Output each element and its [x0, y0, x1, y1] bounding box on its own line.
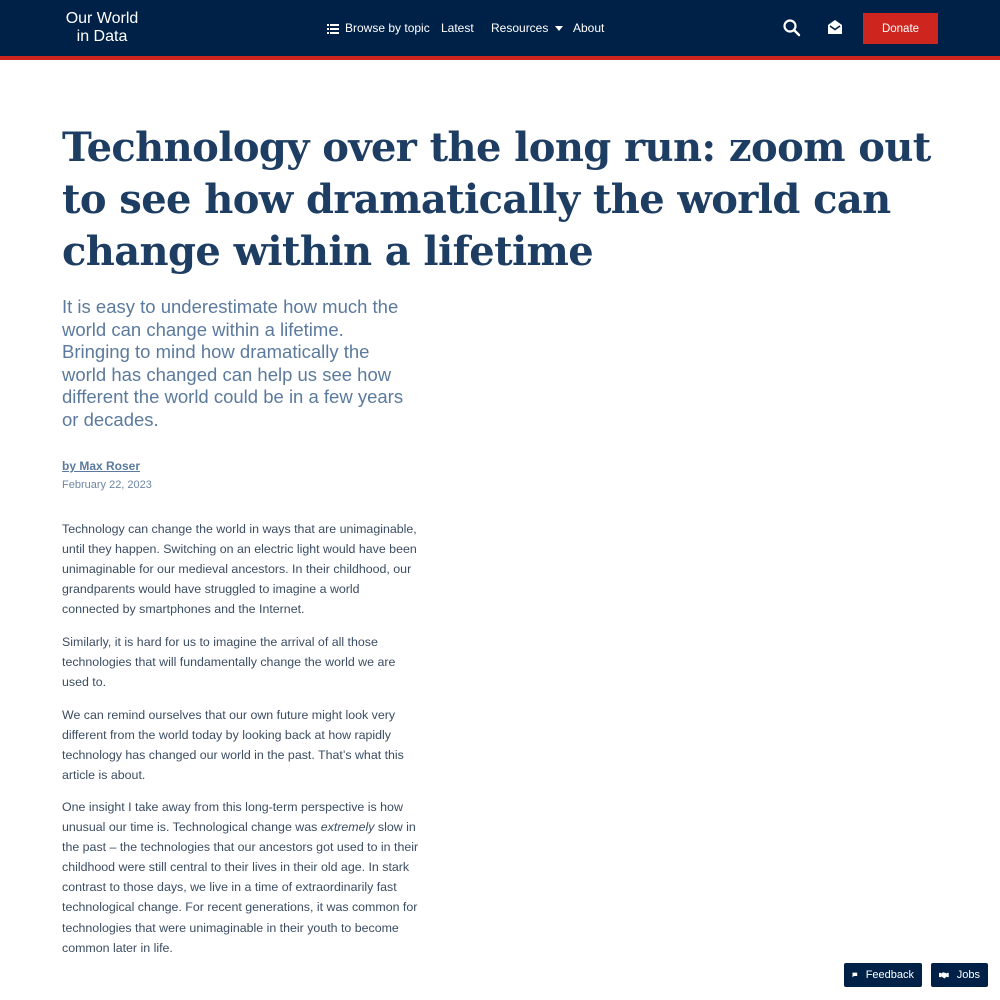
nav-latest-label: Latest	[441, 21, 474, 35]
p4-emphasis: extremely	[320, 820, 375, 835]
jobs-label: Jobs	[956, 969, 980, 981]
logo-line-2: in Data	[76, 28, 128, 45]
site-header	[0, 0, 1000, 56]
search-icon[interactable]	[782, 18, 802, 38]
site-logo[interactable]	[62, 10, 142, 46]
article-subtitle: It is easy to underestimate how much the world can change within a lifetime. Bringing to mind how dramatically the world has changed can help us see how different the world could be in a few years or decades.	[62, 296, 404, 430]
nav-resources-label: Resources	[491, 21, 549, 35]
body-paragraph-2: Similarly, it is hard for us to imagine the arrival of all those technologies that will fundamentally change the world we are used to.	[62, 635, 396, 690]
logo-line-1: Our World	[65, 10, 139, 27]
chevron-down-icon	[555, 26, 563, 31]
nav-about[interactable]	[573, 0, 604, 56]
nav-about-label: About	[573, 21, 605, 35]
p4-text-start: One insight I take away from this long-term perspective is how unusual our time is. Technological change was	[62, 800, 403, 835]
comment-icon	[852, 969, 858, 981]
feedback-button[interactable]	[844, 963, 922, 987]
list-icon	[327, 23, 339, 33]
author-byline[interactable]: by Max Roser	[62, 459, 141, 473]
nav-latest[interactable]	[441, 0, 474, 56]
p4-text-end: slow in the past – the technologies that our ancestors got used to in their childhood were still central to their lives in their old age. In stark contrast to those days, we live in a time of extraordinarily fast technological change. For recent generations, it was common for technologies that were unimaginable in their youth to become common later in life.	[62, 820, 419, 955]
article-title: Technology over the long run: zoom out to see how dramatically the world can change within a lifetime	[62, 124, 931, 275]
body-paragraph-4	[62, 797, 420, 958]
jobs-button[interactable]	[931, 963, 988, 987]
nav-browse-label: Browse by topic	[345, 21, 430, 35]
donate-button[interactable]: Donate	[863, 13, 938, 44]
body-paragraph-3: We can remind ourselves that our own future might look very different from the world today by looking back at how rapidly technology has changed our world in the past. That’s what this article is about.	[62, 708, 404, 783]
header-accent-stripe	[0, 56, 1000, 60]
nav-resources[interactable]	[491, 0, 563, 56]
feedback-label: Feedback	[865, 969, 914, 981]
body-paragraph-1: Technology can change the world in ways that are unimaginable, until they happen. Switching on an electric light would have been unimaginable for our medieval ancestors. In their childhood, our grandparents would have struggled to imagine a world connected by smartphones and the Internet.	[62, 522, 417, 617]
publication-date: February 22, 2023	[62, 479, 152, 491]
handshake-icon	[939, 969, 949, 981]
nav-browse-by-topic[interactable]	[327, 0, 430, 56]
newsletter-icon[interactable]	[826, 18, 846, 38]
